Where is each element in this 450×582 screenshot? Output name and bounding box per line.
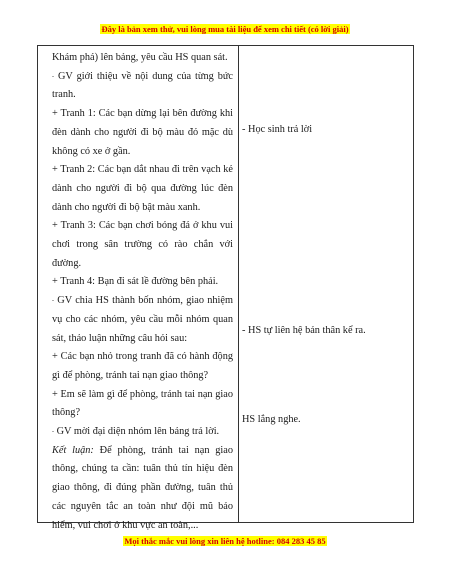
- lesson-table: [37, 45, 414, 531]
- paragraph-picture-2: + Tranh 2: Các bạn dắt nhau đi trên vạch kẻ dành cho người đi bộ qua đường lúc đèn dành cho người đi bộ bật màu xanh.: [52, 164, 233, 213]
- response-listen: HS lắng nghe.: [242, 414, 301, 425]
- hotline-banner: [0, 536, 450, 546]
- hotline-text: Mọi thắc mắc vui lòng xin liên hệ hotline: 084 283 45 85: [124, 536, 326, 546]
- bullet-dash: -: [52, 298, 54, 305]
- preview-notice-text: Đây là bản xem thử, vui lòng mua tài liệu để xem chi tiết (có lời giải): [101, 24, 349, 34]
- column-divider: [238, 46, 239, 522]
- teacher-activity-column: [52, 49, 233, 535]
- paragraph-explore: Khám phá) lên bảng, yêu cầu HS quan sát.: [52, 52, 228, 63]
- paragraph-question-1: + Các bạn nhỏ trong tranh đã có hành động gì để phòng, tránh tai nạn giao thông?: [52, 351, 233, 381]
- paragraph-question-2: + Em sẽ làm gì để phòng, tránh tai nạn giao thông?: [52, 388, 233, 419]
- paragraph-invite: - GV mời đại diện nhóm lên bảng trả lời.: [52, 426, 220, 438]
- paragraph-picture-3: + Tranh 3: Các bạn chơi bóng đá ở khu vui chơi trong sân trường có rào chắn với đường.: [52, 220, 233, 269]
- bullet-dash: -: [52, 73, 54, 80]
- paragraph-picture-4: + Tranh 4: Bạn đi sát lề đường bên phải.: [52, 276, 219, 288]
- conclusion-label: Kết luận:: [52, 444, 94, 456]
- paragraph-conclusion: Kết luận: Để phòng, tránh tai nạn giao thông, chúng ta cần: tuân thủ tín hiệu đèn giao thông, đi đúng phần đường, tuân thủ các nguyên tắc an toàn như đội mũ bảo hiểm, vui chơi ở khu vực an toàn,...: [52, 444, 234, 531]
- paragraph-picture-1: + Tranh 1: Các bạn dừng lại bên đường khi đèn dành cho người đi bộ màu đỏ mặc dù không có xe ở gần.: [52, 108, 233, 157]
- bullet-dash: -: [52, 429, 54, 436]
- paragraph-introduce: - GV giới thiệu về nội dung của từng bức tranh.: [52, 70, 234, 101]
- student-activity-column: [242, 46, 412, 522]
- response-self-relate: - HS tự liên hệ bản thân kể ra.: [242, 325, 366, 336]
- paragraph-group-task: - GV chia HS thành bốn nhóm, giao nhiệm vụ cho các nhóm, yêu cầu mỗi nhóm quan sát, thảo luận những câu hỏi sau:: [52, 295, 233, 344]
- preview-notice-banner: [0, 24, 450, 34]
- response-answer: - Học sinh trả lời: [242, 124, 313, 135]
